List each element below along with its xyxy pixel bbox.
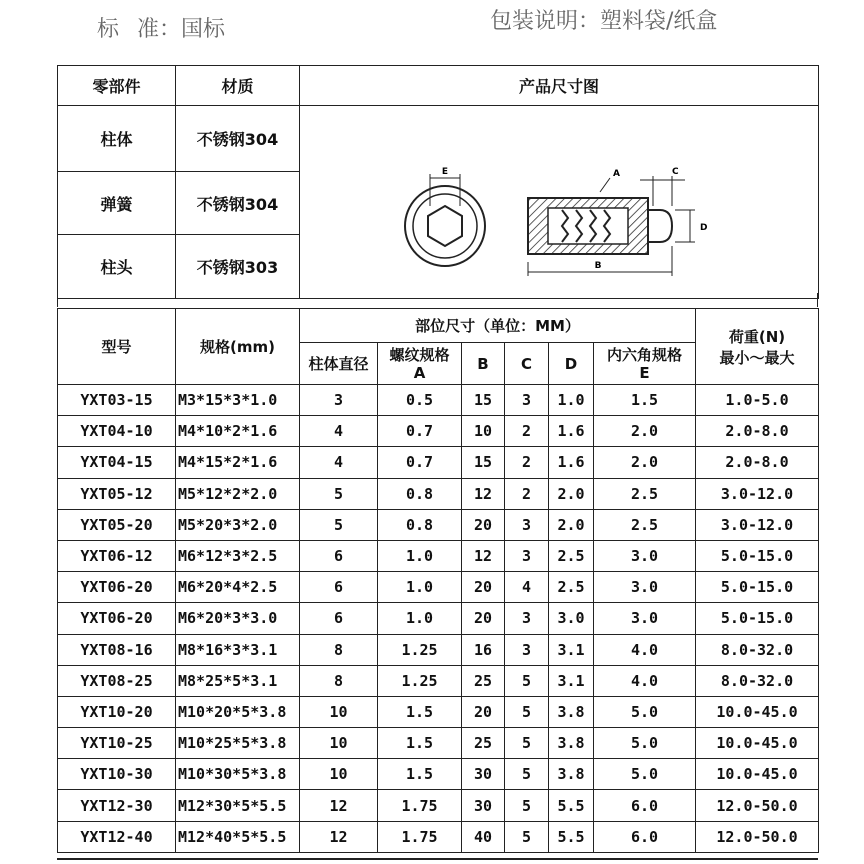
table-row	[58, 572, 819, 603]
cell-d: 1.6	[549, 447, 594, 478]
cell-hex: 5.0	[594, 759, 696, 790]
cell-c: 4	[505, 572, 549, 603]
header-model: 型号	[58, 309, 176, 385]
cell-thread: 1.75	[378, 790, 462, 821]
cell-spec: M6*20*3*3.0	[176, 603, 300, 634]
table-row	[58, 447, 819, 478]
cell-diameter: 10	[300, 728, 378, 759]
cell-load: 5.0-15.0	[696, 572, 819, 603]
cell-d: 2.0	[549, 478, 594, 509]
product-dimension-diagram	[300, 106, 819, 299]
table-row	[58, 634, 819, 665]
cell-c: 2	[505, 478, 549, 509]
cell-diameter: 5	[300, 509, 378, 540]
label-e: E	[441, 167, 449, 177]
cell-c: 2	[505, 447, 549, 478]
cell-diameter: 12	[300, 790, 378, 821]
table-bottom-border	[57, 858, 818, 860]
cell-b: 12	[462, 540, 505, 571]
cell-model: YXT03-15	[58, 385, 176, 416]
cell-thread: 0.5	[378, 385, 462, 416]
cell-load: 12.0-50.0	[696, 821, 819, 852]
cell-spec: M8*16*3*3.1	[176, 634, 300, 665]
cell-c: 3	[505, 603, 549, 634]
plunger-drawing	[300, 106, 819, 294]
cell-hex: 2.5	[594, 478, 696, 509]
end-view	[405, 167, 485, 266]
cell-hex: 2.5	[594, 509, 696, 540]
cell-diameter: 6	[300, 572, 378, 603]
cell-d: 3.1	[549, 634, 594, 665]
header-thread	[378, 343, 462, 385]
cell-thread: 1.5	[378, 728, 462, 759]
cell-diameter: 4	[300, 416, 378, 447]
cell-model: YXT10-25	[58, 728, 176, 759]
cell-d: 3.1	[549, 665, 594, 696]
cell-b: 20	[462, 509, 505, 540]
cell-model: YXT04-15	[58, 447, 176, 478]
table-row	[58, 728, 819, 759]
cell-d: 3.8	[549, 728, 594, 759]
side-view	[528, 167, 707, 276]
cell-b: 20	[462, 603, 505, 634]
header-load-title: 荷重(N)	[728, 327, 786, 346]
table-row	[58, 509, 819, 540]
cell-spec: M5*12*2*2.0	[176, 478, 300, 509]
cell-d: 5.5	[549, 790, 594, 821]
cell-c: 5	[505, 728, 549, 759]
label-a: A	[613, 169, 620, 179]
cell-thread: 1.5	[378, 759, 462, 790]
cell-diameter: 10	[300, 759, 378, 790]
table-row	[58, 665, 819, 696]
cell-diameter: 6	[300, 540, 378, 571]
cell-spec: M12*30*5*5.5	[176, 790, 300, 821]
spec-table	[57, 308, 819, 853]
cell-c: 5	[505, 696, 549, 727]
cell-thread: 1.0	[378, 603, 462, 634]
cell-spec: M10*25*5*3.8	[176, 728, 300, 759]
part-material: 不锈钢304	[176, 106, 300, 172]
cell-spec: M5*20*3*2.0	[176, 509, 300, 540]
table-separator	[57, 293, 818, 307]
cell-load: 12.0-50.0	[696, 790, 819, 821]
cell-diameter: 6	[300, 603, 378, 634]
label-c: C	[672, 167, 679, 177]
cell-thread: 0.8	[378, 509, 462, 540]
cell-thread: 1.0	[378, 540, 462, 571]
cell-load: 8.0-32.0	[696, 634, 819, 665]
cell-model: YXT08-16	[58, 634, 176, 665]
cell-model: YXT12-30	[58, 790, 176, 821]
header-c: C	[505, 343, 549, 385]
table-row	[58, 478, 819, 509]
cell-b: 30	[462, 759, 505, 790]
cell-d: 3.8	[549, 759, 594, 790]
cell-c: 5	[505, 759, 549, 790]
cell-b: 15	[462, 385, 505, 416]
header-hex	[594, 343, 696, 385]
cell-d: 1.0	[549, 385, 594, 416]
cell-d: 2.5	[549, 572, 594, 603]
cell-thread: 1.25	[378, 665, 462, 696]
cell-d: 3.8	[549, 696, 594, 727]
header-load	[696, 309, 819, 385]
cell-model: YXT05-12	[58, 478, 176, 509]
cell-spec: M10*20*5*3.8	[176, 696, 300, 727]
cell-c: 5	[505, 821, 549, 852]
cell-hex: 6.0	[594, 821, 696, 852]
header-load-range: 最小～最大	[719, 348, 795, 367]
cell-b: 20	[462, 696, 505, 727]
packaging-text: 包装说明：塑料袋/纸盒	[490, 9, 718, 34]
cell-load: 3.0-12.0	[696, 478, 819, 509]
cell-c: 3	[505, 540, 549, 571]
cell-load: 1.0-5.0	[696, 385, 819, 416]
cell-model: YXT05-20	[58, 509, 176, 540]
cell-diameter: 4	[300, 447, 378, 478]
cell-model: YXT12-40	[58, 821, 176, 852]
cell-spec: M6*20*4*2.5	[176, 572, 300, 603]
cell-load: 2.0-8.0	[696, 447, 819, 478]
part-material: 不锈钢304	[176, 171, 300, 235]
cell-load: 5.0-15.0	[696, 540, 819, 571]
cell-c: 5	[505, 790, 549, 821]
cell-b: 30	[462, 790, 505, 821]
cell-d: 5.5	[549, 821, 594, 852]
cell-hex: 3.0	[594, 572, 696, 603]
cell-d: 1.6	[549, 416, 594, 447]
cell-spec: M6*12*3*2.5	[176, 540, 300, 571]
header-hex-title: 内六角规格	[607, 345, 683, 364]
cell-thread: 0.7	[378, 447, 462, 478]
label-b: B	[594, 261, 602, 271]
cell-b: 25	[462, 728, 505, 759]
table-row	[58, 385, 819, 416]
cell-d: 2.0	[549, 509, 594, 540]
cell-spec: M8*25*5*3.1	[176, 665, 300, 696]
cell-thread: 1.0	[378, 572, 462, 603]
cell-d: 3.0	[549, 603, 594, 634]
header-diagram: 产品尺寸图	[300, 66, 819, 106]
cell-model: YXT06-20	[58, 603, 176, 634]
cell-spec: M4*15*2*1.6	[176, 447, 300, 478]
cell-thread: 1.75	[378, 821, 462, 852]
cell-spec: M3*15*3*1.0	[176, 385, 300, 416]
cell-hex: 3.0	[594, 540, 696, 571]
part-name: 柱头	[58, 235, 176, 299]
cell-load: 2.0-8.0	[696, 416, 819, 447]
table-row	[58, 540, 819, 571]
cell-hex: 5.0	[594, 696, 696, 727]
cell-model: YXT06-12	[58, 540, 176, 571]
part-name: 柱体	[58, 106, 176, 172]
cell-b: 40	[462, 821, 505, 852]
cell-diameter: 5	[300, 478, 378, 509]
cell-load: 5.0-15.0	[696, 603, 819, 634]
cell-hex: 5.0	[594, 728, 696, 759]
cell-b: 10	[462, 416, 505, 447]
cell-b: 15	[462, 447, 505, 478]
header-thread-letter: A	[413, 363, 426, 382]
label-d: D	[700, 223, 708, 233]
cell-diameter: 8	[300, 665, 378, 696]
standard-label: 标	[97, 17, 120, 42]
cell-c: 3	[505, 509, 549, 540]
cell-model: YXT06-20	[58, 572, 176, 603]
cell-diameter: 12	[300, 821, 378, 852]
cell-spec: M10*30*5*3.8	[176, 759, 300, 790]
header-hex-letter: E	[639, 363, 650, 382]
cell-hex: 2.0	[594, 447, 696, 478]
header-thread-title: 螺纹规格	[389, 345, 450, 364]
cell-model: YXT10-30	[58, 759, 176, 790]
cell-thread: 0.7	[378, 416, 462, 447]
cell-thread: 1.5	[378, 696, 462, 727]
cell-c: 5	[505, 665, 549, 696]
table-row	[58, 790, 819, 821]
spec-table-body	[58, 385, 819, 853]
standard-text	[97, 12, 225, 43]
cell-c: 3	[505, 634, 549, 665]
cell-spec: M4*10*2*1.6	[176, 416, 300, 447]
table-row	[58, 603, 819, 634]
parts-table	[57, 65, 819, 299]
cell-load: 10.0-45.0	[696, 696, 819, 727]
part-name: 弹簧	[58, 171, 176, 235]
cell-thread: 0.8	[378, 478, 462, 509]
cell-d: 2.5	[549, 540, 594, 571]
cell-load: 3.0-12.0	[696, 509, 819, 540]
cell-hex: 4.0	[594, 634, 696, 665]
header-material: 材质	[176, 66, 300, 106]
cell-hex: 4.0	[594, 665, 696, 696]
cell-load: 10.0-45.0	[696, 728, 819, 759]
cell-model: YXT04-10	[58, 416, 176, 447]
header-diameter: 柱体直径	[300, 343, 378, 385]
table-row	[58, 696, 819, 727]
cell-hex: 1.5	[594, 385, 696, 416]
cell-diameter: 3	[300, 385, 378, 416]
cell-hex: 2.0	[594, 416, 696, 447]
cell-load: 10.0-45.0	[696, 759, 819, 790]
cell-c: 3	[505, 385, 549, 416]
cell-b: 20	[462, 572, 505, 603]
cell-spec: M12*40*5*5.5	[176, 821, 300, 852]
header-dimensions: 部位尺寸（单位：MM）	[300, 309, 696, 343]
header-part: 零部件	[58, 66, 176, 106]
cell-load: 8.0-32.0	[696, 665, 819, 696]
table-row	[58, 416, 819, 447]
cell-c: 2	[505, 416, 549, 447]
table-row	[58, 821, 819, 852]
part-material: 不锈钢303	[176, 235, 300, 299]
standard-value: 准：国标	[137, 17, 226, 42]
cell-b: 16	[462, 634, 505, 665]
cell-hex: 3.0	[594, 603, 696, 634]
cell-b: 25	[462, 665, 505, 696]
cell-b: 12	[462, 478, 505, 509]
table-row	[58, 759, 819, 790]
cell-hex: 6.0	[594, 790, 696, 821]
cell-model: YXT08-25	[58, 665, 176, 696]
header-d: D	[549, 343, 594, 385]
cell-diameter: 8	[300, 634, 378, 665]
cell-model: YXT10-20	[58, 696, 176, 727]
cell-diameter: 10	[300, 696, 378, 727]
header-b: B	[462, 343, 505, 385]
cell-thread: 1.25	[378, 634, 462, 665]
header-spec: 规格(mm)	[176, 309, 300, 385]
